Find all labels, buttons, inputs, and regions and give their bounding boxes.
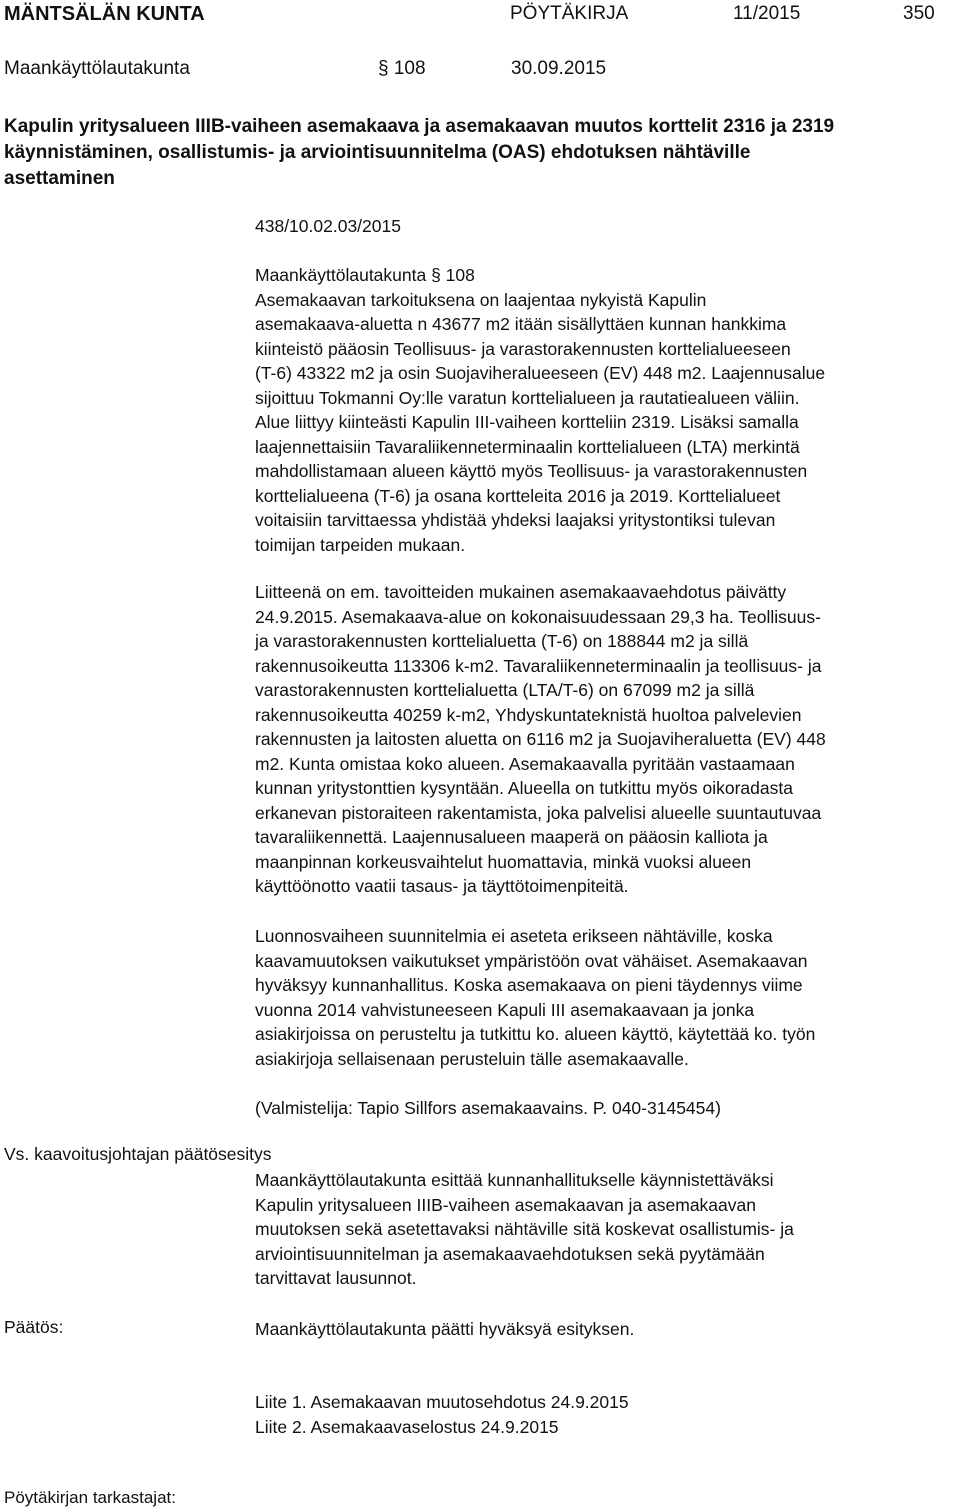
text-line: ja varastorakennusten korttelialuetta (T-6) on 188844 m2 ja sillä [255, 631, 749, 651]
text-line: maanpinnan korkeusvaihtelut huomattavia, minkä vuoksi alueen [255, 851, 752, 872]
text-line: m2. Kunta omistaa koko alueen. Asemakaavalla pyritään vastaamaan [255, 753, 795, 774]
text-line: Luonnosvaiheen suunnitelmia ei aseteta erikseen nähtäville, koska [255, 926, 773, 946]
text-line: käyttöönotto vaatii tasaus- ja täyttötoimenpiteitä. [255, 876, 629, 896]
document-type: PÖYTÄKIRJA [510, 3, 629, 24]
text-line: kunnan yritystonttien kysyntään. Alueella on tutkittu myös oikoradasta [255, 778, 793, 798]
text-line: erkanevan pistoraiteen rakentamista, joka palvelisi alueelle suuntautuvaa [255, 802, 822, 823]
section-sign-icon: § [378, 58, 389, 79]
text-line: vuonna 2014 vahvistuneeseen Kapuli III asemakaavaan ja jonka [255, 999, 755, 1020]
organization-name: MÄNTSÄLÄN KUNTA [4, 3, 205, 25]
text-line: toimijan tarpeiden mukaan. [255, 534, 466, 555]
paragraph-purpose [255, 288, 955, 558]
text-line: Liitteenä on em. tavoitteiden mukainen asemakaavaehdotus päivätty [255, 582, 787, 602]
preparer-note: (Valmistelija: Tapio Sillfors asemakaavains. P. 040-3145454) [255, 1098, 721, 1118]
main-text [255, 263, 955, 557]
text-line: arviointisuunnitelman ja asemakaavaehdotuksen sekä pyytämään [255, 1243, 765, 1264]
document-number: 11/2015 [733, 3, 801, 24]
text-line: hyväksyy kunnanhallitus. Koska asemakaava on pieni täydennys viime [255, 975, 803, 995]
text-line: voitaisiin tarvittaessa yhdistää yhdeksi laajaksi yritystontiksi tulevan [255, 510, 776, 530]
paragraph-attachment-details [255, 580, 955, 899]
text-line: kiinteistö pääosin Teollisuus- ja varastorakennusten korttelialueeseen [255, 338, 791, 359]
title-line: Kapulin yritysalueen IIIB-vaiheen asemakaava ja asemakaavan muutos korttelit 2316 ja 2319 [4, 116, 835, 137]
attachment-item: Liite 1. Asemakaavan muutosehdotus 24.9.2015 [255, 1392, 629, 1412]
text-line: Asemakaavan tarkoituksena on laajentaa nykyistä Kapulin [255, 289, 707, 310]
text-line: Maankäyttölautakunta esittää kunnanhallitukselle käynnistettäväksi [255, 1170, 774, 1190]
text-line: asemakaava-aluetta n 43677 m2 itään sisällyttäen kunnan hankkima [255, 314, 787, 334]
item-title [4, 114, 954, 192]
board-name: Maankäyttölautakunta [4, 58, 190, 79]
reference-number: 438/10.02.03/2015 [255, 216, 401, 236]
text-line: mahdollistamaan alueen käyttö myös Teollisuus- ja varastorakennusten [255, 461, 808, 481]
text-line: sijoittuu Tokmanni Oy:lle varatun korttelialueen ja rautatiealueen väliin. [255, 387, 800, 408]
text-line: tavaraliikennettä. Laajennusalueen maaperä on pääosin kalliota ja [255, 827, 768, 847]
proposal-label: Vs. kaavoitusjohtajan päätösesitys [4, 1144, 272, 1164]
text-line: laajennettaisiin Tavaraliikenneterminaalin korttelialueen (LTA) merkintä [255, 436, 800, 457]
meeting-date: 30.09.2015 [511, 58, 607, 79]
decision-text: Maankäyttölautakunta päätti hyväksyä esityksen. [255, 1319, 635, 1339]
text-line: rakennusoikeutta 113306 k-m2. Tavaraliikenneterminaalin ja teollisuus- ja [255, 655, 822, 676]
text-line: (T-6) 43322 m2 ja osin Suojaviheralueeseen (EV) 448 m2. Laajennusalue [255, 363, 826, 383]
text-line: muutoksen sekä asetettavaksi nähtäville sitä koskevat osallistumis- ja [255, 1219, 794, 1239]
text-line: Alue liittyy kiinteästi Kapulin III-vaiheen kortteliin 2319. Lisäksi samalla [255, 412, 799, 432]
board-section-line: Maankäyttölautakunta § 108 [255, 265, 475, 285]
decision-label: Päätös: [4, 1317, 64, 1337]
section-number [378, 58, 426, 80]
paragraph-process [255, 924, 955, 1071]
text-line: varastorakennusten korttelialuetta (LTA/T-6) on 67099 m2 ja sillä [255, 680, 755, 700]
text-line: korttelialueena (T-6) ja osana kortteleita 2016 ja 2019. Korttelialueet [255, 485, 781, 506]
text-line: kaavamuutoksen vaikutukset ympäristöön ovat vähäiset. Asemakaavan [255, 950, 808, 971]
attachments-list [255, 1390, 955, 1439]
title-line: käynnistäminen, osallistumis- ja arviointisuunnitelma (OAS) ehdotuksen nähtäville [4, 142, 751, 163]
proposal-text [255, 1168, 955, 1291]
text-line: 24.9.2015. Asemakaava-alue on kokonaisuudessaan 29,3 ha. Teollisuus- [255, 606, 821, 627]
page-number: 350 [903, 3, 935, 24]
text-line: Kapulin yritysalueen IIIB-vaiheen asemakaavan ja asemakaavan [255, 1194, 756, 1215]
minutes-reviewers-label: Pöytäkirjan tarkastajat: [4, 1488, 176, 1507]
attachment-item: Liite 2. Asemakaavaselostus 24.9.2015 [255, 1416, 559, 1437]
text-line: asiakirjoja sellaisenaan perusteluin tälle asemakaavalle. [255, 1048, 689, 1069]
text-line: rakennusten ja laitosten aluetta on 6116 m2 ja Suojaviheraluetta (EV) 448 [255, 729, 826, 749]
section-number-value: 108 [393, 58, 426, 79]
text-line: asiakirjoissa on perusteltu ja tutkittu ko. alueen käyttö, käytettää ko. työn [255, 1024, 816, 1044]
title-line: asettaminen [4, 168, 115, 189]
text-line: rakennusoikeutta 40259 k-m2, Yhdyskuntateknistä huoltoa palvelevien [255, 704, 802, 725]
text-line: tarvittavat lausunnot. [255, 1268, 417, 1288]
